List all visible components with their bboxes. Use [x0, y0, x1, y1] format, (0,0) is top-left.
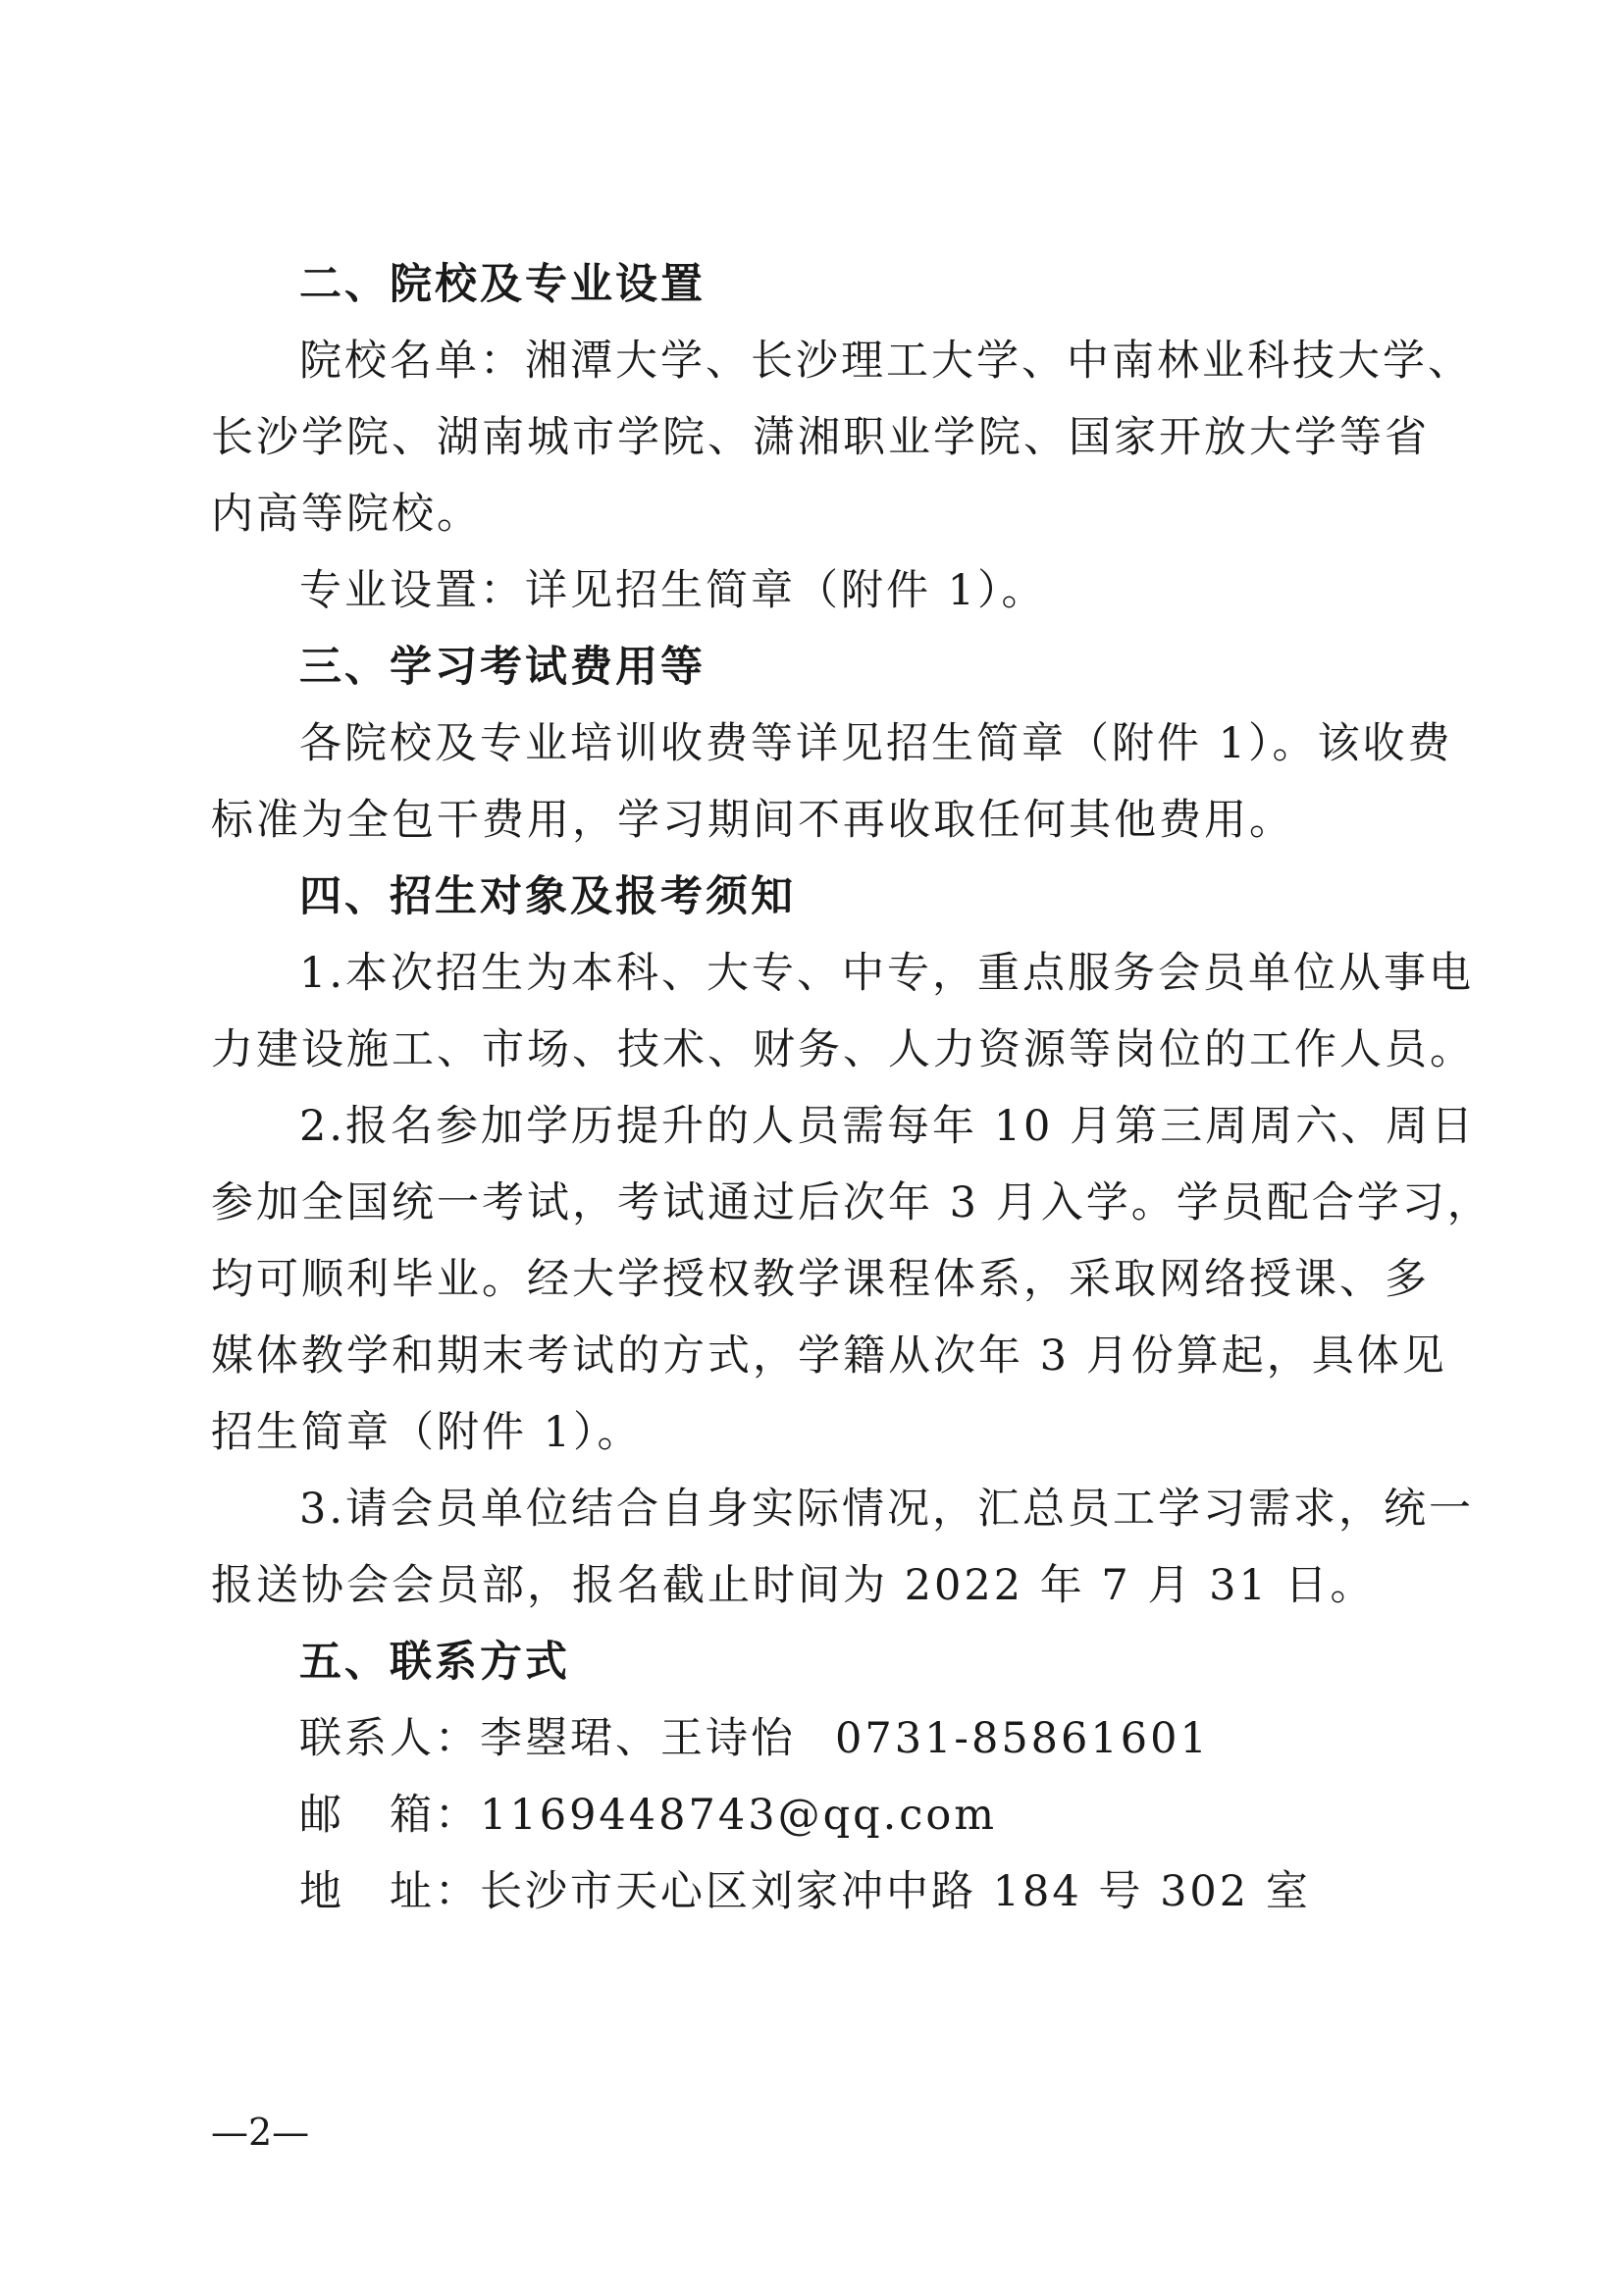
- page-number: —2—: [211, 2111, 310, 2154]
- schools-line-2: 长沙学院、湖南城市学院、潇湘职业学院、国家开放大学等省: [211, 413, 1430, 462]
- item-2-line-4: 媒体教学和期末考试的方式，学籍从次年 3 月份算起，具体见: [211, 1331, 1447, 1381]
- email-row: [299, 1791, 997, 1840]
- address-value: 长沙市天心区刘家冲中路 184 号 302 室: [480, 1867, 1311, 1916]
- section-3-heading: 三、学习考试费用等: [299, 643, 706, 692]
- item-3-line-1: 3.请会员单位结合自身实际情况，汇总员工学习需求，统一: [299, 1485, 1475, 1534]
- item-2-line-2: 参加全国统一考试，考试通过后次年 3 月入学。学员配合学习，: [211, 1178, 1492, 1227]
- schools-line-1: 院校名单：湘潭大学、长沙理工大学、中南林业科技大学、: [299, 337, 1473, 386]
- contact-person-row: [299, 1714, 1210, 1763]
- item-1-line-2: 力建设施工、市场、技术、财务、人力资源等岗位的工作人员。: [211, 1025, 1475, 1074]
- contact-phone: 0731-85861601: [835, 1714, 1210, 1763]
- item-3-line-2: 报送协会会员部，报名截止时间为 2022 年 7 月 31 日。: [211, 1561, 1376, 1610]
- fees-line-1: 各院校及专业培训收费等详见招生简章（附件 1）。该收费: [299, 719, 1453, 768]
- contact-person-names: 李曌珺、王诗怡: [480, 1714, 796, 1763]
- item-1-line-1: 1.本次招生为本科、大专、中专，重点服务会员单位从事电: [299, 949, 1475, 998]
- schools-line-3: 内高等院校。: [211, 490, 482, 539]
- email-label: 邮 箱：: [299, 1791, 480, 1840]
- address-label: 地 址：: [299, 1867, 480, 1916]
- address-row: [299, 1867, 1311, 1916]
- item-2-line-5: 招生简章（附件 1）。: [211, 1408, 643, 1457]
- email-value: 1169448743@qq.com: [480, 1791, 998, 1840]
- item-2-line-1: 2.报名参加学历提升的人员需每年 10 月第三周周六、周日: [299, 1102, 1477, 1151]
- item-2-line-3: 均可顺利毕业。经大学授权教学课程体系，采取网络授课、多: [211, 1255, 1430, 1304]
- section-4-heading: 四、招生对象及报考须知: [299, 872, 796, 921]
- section-2-heading: 二、院校及专业设置: [299, 260, 706, 309]
- contact-person-label: 联系人：: [299, 1714, 480, 1763]
- section-5-heading: 五、联系方式: [299, 1638, 570, 1687]
- majors-line: 专业设置：详见招生简章（附件 1）。: [299, 566, 1047, 615]
- fees-line-2: 标准为全包干费用，学习期间不再收取任何其他费用。: [211, 796, 1294, 845]
